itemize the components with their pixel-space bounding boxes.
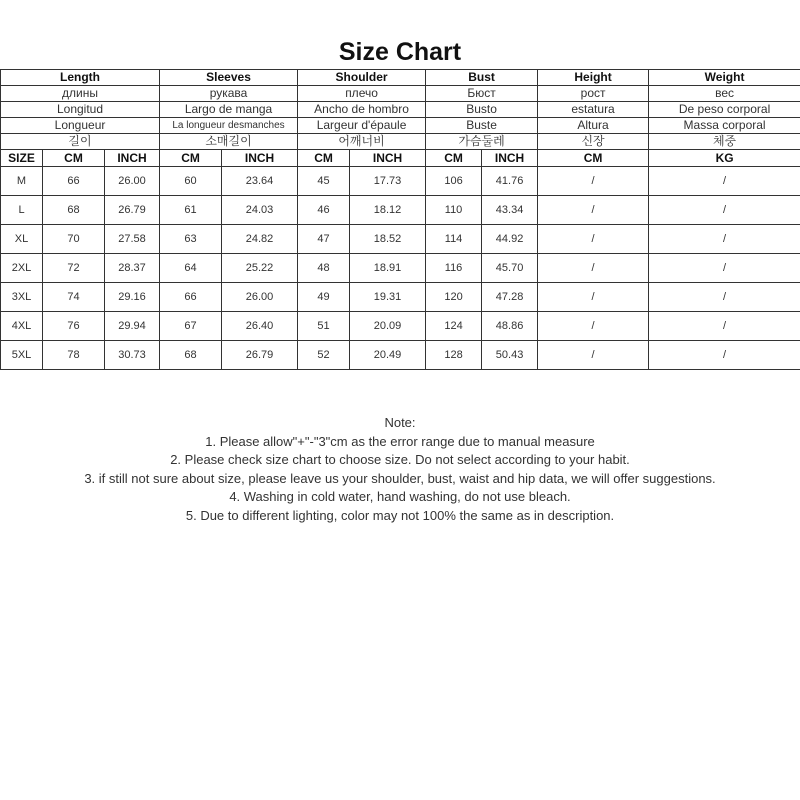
table-row — [1, 283, 800, 312]
header-row-french — [1, 118, 800, 134]
table-cell: 72 — [43, 254, 105, 283]
table-cell: 25.22 — [222, 254, 298, 283]
header-height: Altura — [538, 118, 649, 134]
table-cell: 48.86 — [482, 312, 538, 341]
header-shoulder: 어깨너비 — [298, 134, 426, 150]
table-cell: 66 — [43, 167, 105, 196]
table-cell: 17.73 — [350, 167, 426, 196]
header-sleeves: рукава — [160, 86, 298, 102]
header-height: рост — [538, 86, 649, 102]
header-weight: вес — [649, 86, 800, 102]
header-length: Longueur — [1, 118, 160, 134]
table-cell: 23.64 — [222, 167, 298, 196]
header-row-korean — [1, 134, 800, 150]
header-rows — [1, 70, 800, 167]
table-cell: 76 — [43, 312, 105, 341]
table-cell: / — [538, 167, 649, 196]
header-shoulder: плечо — [298, 86, 426, 102]
size-label: L — [1, 196, 43, 225]
note-line: 2. Please check size chart to choose size. Do not select according to your habit. — [170, 452, 630, 468]
table-cell: / — [649, 196, 800, 225]
header-sleeves: La longueur desmanches — [160, 118, 298, 134]
table-cell: 28.37 — [105, 254, 160, 283]
header-weight: Weight — [649, 70, 800, 86]
table-cell: 18.12 — [350, 196, 426, 225]
table-cell: 26.40 — [222, 312, 298, 341]
table-cell: 45.70 — [482, 254, 538, 283]
notes-section — [0, 414, 800, 526]
table-cell: 114 — [426, 225, 482, 254]
size-label: XL — [1, 225, 43, 254]
table-cell: / — [538, 254, 649, 283]
table-cell: 20.09 — [350, 312, 426, 341]
header-sleeves: Largo de manga — [160, 102, 298, 118]
table-row — [1, 225, 800, 254]
unit-header-cell: INCH — [482, 150, 538, 167]
table-cell: 41.76 — [482, 167, 538, 196]
header-height: Height — [538, 70, 649, 86]
header-length: Longitud — [1, 102, 160, 118]
table-cell: 70 — [43, 225, 105, 254]
unit-header-cell: INCH — [222, 150, 298, 167]
header-bust: Бюст — [426, 86, 538, 102]
table-cell: / — [538, 312, 649, 341]
page-title: Size Chart — [338, 38, 462, 66]
header-height: estatura — [538, 102, 649, 118]
table-cell: 24.03 — [222, 196, 298, 225]
table-cell: 74 — [43, 283, 105, 312]
header-bust: 가슴둘레 — [426, 134, 538, 150]
unit-header-cell: CM — [426, 150, 482, 167]
table-cell: 124 — [426, 312, 482, 341]
table-cell: 64 — [160, 254, 222, 283]
table-cell: 44.92 — [482, 225, 538, 254]
table-cell: 128 — [426, 341, 482, 370]
size-label: 3XL — [1, 283, 43, 312]
header-length: Length — [1, 70, 160, 86]
header-row-english — [1, 70, 800, 86]
header-shoulder: Largeur d'épaule — [298, 118, 426, 134]
header-shoulder: Ancho de hombro — [298, 102, 426, 118]
table-cell: 51 — [298, 312, 350, 341]
size-label: 5XL — [1, 341, 43, 370]
size-column-header: SIZE — [1, 150, 43, 167]
table-cell: 26.79 — [105, 196, 160, 225]
note-line: 4. Washing in cold water, hand washing, do not use bleach. — [229, 489, 571, 505]
unit-header-cell: CM — [160, 150, 222, 167]
table-cell: 50.43 — [482, 341, 538, 370]
size-rows — [1, 167, 800, 370]
table-cell: 26.00 — [222, 283, 298, 312]
table-row — [1, 341, 800, 370]
table-cell: / — [649, 283, 800, 312]
table-cell: 43.34 — [482, 196, 538, 225]
table-cell: 18.91 — [350, 254, 426, 283]
table-cell: 60 — [160, 167, 222, 196]
table-cell: / — [538, 196, 649, 225]
unit-header-cell: CM — [298, 150, 350, 167]
table-cell: / — [538, 341, 649, 370]
table-row — [1, 254, 800, 283]
table-cell: 26.00 — [105, 167, 160, 196]
header-length: 길이 — [1, 134, 160, 150]
table-cell: 26.79 — [222, 341, 298, 370]
header-weight: Massa corporal — [649, 118, 800, 134]
table-cell: 120 — [426, 283, 482, 312]
unit-header-cell: CM — [538, 150, 649, 167]
table-cell: 78 — [43, 341, 105, 370]
header-weight: De peso corporal — [649, 102, 800, 118]
table-cell: 30.73 — [105, 341, 160, 370]
header-length: длины — [1, 86, 160, 102]
table-cell: 68 — [43, 196, 105, 225]
table-cell: / — [649, 312, 800, 341]
table-cell: / — [649, 167, 800, 196]
table-row — [1, 196, 800, 225]
table-cell: / — [538, 225, 649, 254]
table-row — [1, 312, 800, 341]
header-sleeves: 소매길이 — [160, 134, 298, 150]
note-line: 1. Please allow"+"-"3"cm as the error range due to manual measure — [205, 433, 595, 449]
unit-header-cell: KG — [649, 150, 800, 167]
table-cell: / — [649, 341, 800, 370]
table-cell: 49 — [298, 283, 350, 312]
table-cell: 66 — [160, 283, 222, 312]
table-cell: 29.16 — [105, 283, 160, 312]
table-cell: 68 — [160, 341, 222, 370]
table-cell: 24.82 — [222, 225, 298, 254]
header-row-spanish — [1, 102, 800, 118]
table-cell: 27.58 — [105, 225, 160, 254]
header-bust: Busto — [426, 102, 538, 118]
table-cell: 47 — [298, 225, 350, 254]
note-line: 5. Due to different lighting, color may not 100% the same as in description. — [185, 507, 615, 523]
table-cell: 52 — [298, 341, 350, 370]
table-row — [1, 167, 800, 196]
size-label: M — [1, 167, 43, 196]
table-cell: 116 — [426, 254, 482, 283]
table-cell: 61 — [160, 196, 222, 225]
table-cell: / — [538, 283, 649, 312]
table-cell: 110 — [426, 196, 482, 225]
table-cell: 29.94 — [105, 312, 160, 341]
table-cell: / — [649, 225, 800, 254]
unit-header-cell: CM — [43, 150, 105, 167]
header-row-russian — [1, 86, 800, 102]
header-sleeves: Sleeves — [160, 70, 298, 86]
size-label: 4XL — [1, 312, 43, 341]
table-cell: 48 — [298, 254, 350, 283]
table-cell: 47.28 — [482, 283, 538, 312]
table-cell: 67 — [160, 312, 222, 341]
size-label: 2XL — [1, 254, 43, 283]
unit-header-cell: INCH — [350, 150, 426, 167]
unit-header-cell: INCH — [105, 150, 160, 167]
table-cell: 20.49 — [350, 341, 426, 370]
size-chart-table — [0, 69, 800, 370]
unit-header-row — [1, 150, 800, 167]
header-weight: 체중 — [649, 134, 800, 150]
header-bust: Buste — [426, 118, 538, 134]
table-cell: 19.31 — [350, 283, 426, 312]
notes-heading: Note: — [384, 415, 416, 430]
note-line: 3. if still not sure about size, please leave us your shoulder, bust, waist and hip data, we will offer suggestions. — [84, 470, 716, 486]
header-bust: Bust — [426, 70, 538, 86]
table-cell: 106 — [426, 167, 482, 196]
table-cell: 46 — [298, 196, 350, 225]
table-cell: / — [649, 254, 800, 283]
header-height: 신장 — [538, 134, 649, 150]
header-shoulder: Shoulder — [298, 70, 426, 86]
table-cell: 18.52 — [350, 225, 426, 254]
table-cell: 45 — [298, 167, 350, 196]
table-cell: 63 — [160, 225, 222, 254]
